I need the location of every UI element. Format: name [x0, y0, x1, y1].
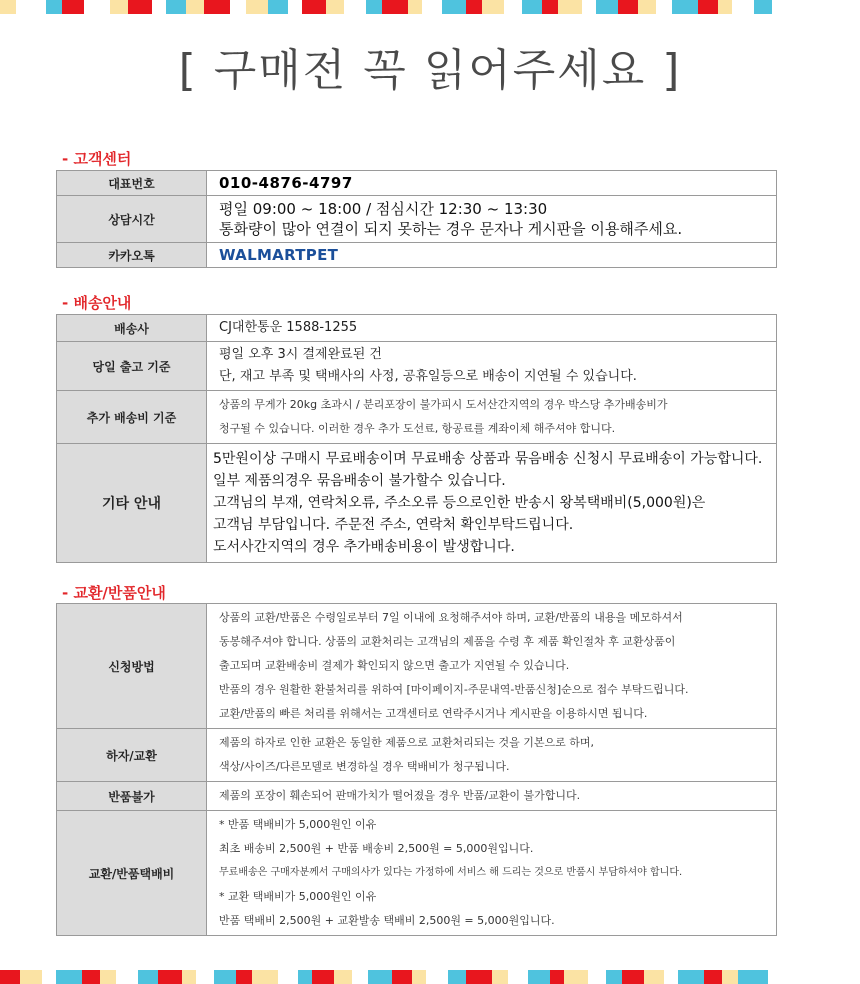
apply-line: 교환/반품의 빠른 처리를 위해서는 고객센터로 연락주시거나 게시판을 이용하시면 됩니다. — [219, 707, 648, 720]
stripe-block — [392, 970, 412, 984]
stripe-block — [588, 970, 606, 984]
row-label: 기타 안내 — [57, 444, 207, 563]
section-heading-customer-center: - 고객센터 — [62, 150, 132, 168]
stripe-block — [448, 970, 466, 984]
defect-line: 제품의 하자로 인한 교환은 동일한 제품으로 교환처리되는 것을 기본으로 하며, — [219, 736, 594, 749]
stripe-block — [426, 970, 448, 984]
table-row — [57, 604, 777, 729]
other-info-line: 도서사간지역의 경우 추가배송비용이 발생합니다. — [213, 539, 515, 555]
apply-line: 출고되며 교환배송비 결제가 확인되지 않으면 출고가 지연될 수 있습니다. — [219, 659, 570, 672]
table-row — [57, 171, 777, 196]
stripe-block — [138, 970, 158, 984]
row-label: 대표번호 — [57, 171, 207, 196]
return-fee-line: 무료배송은 구매자분께서 구매의사가 있다는 가정하에 서비스 해 드리는 것으로 반품시 부담하셔야 합니다. — [219, 867, 683, 878]
stripe-block — [412, 970, 426, 984]
stripe-block — [672, 0, 698, 14]
stripe-block — [0, 0, 16, 14]
row-label: 반품불가 — [57, 782, 207, 811]
stripe-block — [732, 0, 754, 14]
stripe-block — [422, 0, 442, 14]
stripe-block — [482, 0, 504, 14]
row-label: 배송사 — [57, 315, 207, 342]
stripe-block — [352, 970, 368, 984]
table-row — [57, 811, 777, 936]
stripe-block — [326, 0, 344, 14]
other-info-line: 일부 제품의경우 묶음배송이 불가할수 있습니다. — [213, 473, 506, 489]
stripe-block — [368, 970, 392, 984]
extra-fee-line: 청구될 수 있습니다. 이러한 경우 추가 도선료, 항공료를 계좌이체 해주셔야 합니다. — [219, 422, 616, 435]
stripe-block — [606, 970, 622, 984]
section-heading-delivery: - 배송안내 — [62, 294, 132, 312]
stripe-block — [116, 970, 138, 984]
stripe-block — [82, 970, 100, 984]
stripe-block — [754, 0, 772, 14]
stripe-block — [110, 0, 128, 14]
stripe-block — [186, 0, 204, 14]
stripe-block — [466, 0, 482, 14]
stripe-block — [664, 970, 678, 984]
row-label: 교환/반품택배비 — [57, 811, 207, 936]
stripe-block — [246, 0, 268, 14]
stripe-block — [722, 970, 738, 984]
stripe-block — [278, 970, 298, 984]
row-label: 카카오톡 — [57, 243, 207, 268]
other-info-cell — [207, 444, 777, 563]
stripe-block — [698, 0, 718, 14]
stripe-block — [508, 970, 528, 984]
stripe-block — [408, 0, 422, 14]
stripe-block — [366, 0, 382, 14]
row-label: 추가 배송비 기준 — [57, 391, 207, 444]
stripe-block — [214, 970, 236, 984]
stripe-block — [564, 970, 588, 984]
row-label: 상담시간 — [57, 196, 207, 243]
bottom-decorative-stripe — [0, 970, 860, 984]
table-row — [57, 729, 777, 782]
return-fee-line: 최초 배송비 2,500원 + 반품 배송비 2,500원 = 5,000원입니다. — [219, 842, 534, 855]
other-info-line: 5만원이상 구매시 무료배송이며 무료배송 상품과 묶음배송 신청시 무료배송이 가능합니다. — [213, 451, 763, 467]
stripe-block — [288, 0, 302, 14]
stripe-block — [504, 0, 522, 14]
stripe-block — [542, 0, 558, 14]
defect-line: 색상/사이즈/다른모델로 변경하실 경우 택배비가 청구됩니다. — [219, 760, 510, 773]
sameday-line: 단, 재고 부족 및 택배사의 사정, 공휴일등으로 배송이 지연될 수 있습니다. — [219, 369, 637, 384]
sameday-line: 평일 오후 3시 결제완료된 건 — [219, 347, 382, 362]
stripe-block — [16, 0, 46, 14]
page-title: [ 구매전 꼭 읽어주세요 ] — [178, 45, 682, 96]
stripe-block — [656, 0, 672, 14]
stripe-block — [128, 0, 152, 14]
rep-phone-number: 010-4876-4797 — [207, 171, 777, 196]
return-fee-line: * 교환 택배비가 5,000원인 이유 — [219, 890, 377, 903]
carrier-value: CJ대한통운 1588-1255 — [207, 315, 777, 342]
stripe-block — [100, 970, 116, 984]
stripe-block — [204, 0, 230, 14]
table-row — [57, 342, 777, 391]
return-fee-line: 반품 택배비 2,500원 + 교환발송 택배비 2,500원 = 5,000원입니다. — [219, 914, 555, 927]
stripe-block — [344, 0, 366, 14]
no-return-value: 제품의 포장이 훼손되어 판매가치가 떨어졌을 경우 반품/교환이 불가합니다. — [207, 782, 777, 811]
hours-line: 통화량이 많아 연결이 되지 못하는 경우 문자나 게시판을 이용해주세요. — [219, 220, 683, 238]
stripe-block — [582, 0, 596, 14]
customer-center-table — [56, 170, 777, 268]
apply-line: 반품의 경우 원활한 환불처리를 위하여 [마이페이지-주문내역-반품신청]순으로 접수 부탁드립니다. — [219, 683, 689, 696]
row-label: 신청방법 — [57, 604, 207, 729]
stripe-block — [334, 970, 352, 984]
table-row — [57, 315, 777, 342]
stripe-block — [298, 970, 312, 984]
stripe-block — [550, 970, 564, 984]
other-info-line: 고객님 부담입니다. 주문전 주소, 연락처 확인부탁드립니다. — [213, 517, 574, 533]
table-row — [57, 391, 777, 444]
stripe-block — [622, 970, 644, 984]
apply-line: 동봉해주셔야 합니다. 상품의 교환처리는 고객님의 제품을 수령 후 제품 확인절차 후 교환상품이 — [219, 635, 676, 648]
stripe-block — [46, 0, 62, 14]
stripe-block — [84, 0, 110, 14]
stripe-block — [152, 0, 166, 14]
stripe-block — [382, 0, 408, 14]
stripe-block — [252, 970, 278, 984]
row-label: 하자/교환 — [57, 729, 207, 782]
other-info-line: 고객님의 부재, 연락처오류, 주소오류 등으로인한 반송시 왕복택배비(5,000원)은 — [213, 495, 706, 511]
stripe-block — [618, 0, 638, 14]
stripe-block — [492, 970, 508, 984]
table-row — [57, 444, 777, 563]
stripe-block — [62, 0, 84, 14]
stripe-block — [644, 970, 664, 984]
hours-cell — [207, 196, 777, 243]
stripe-block — [718, 0, 732, 14]
stripe-block — [196, 970, 214, 984]
stripe-block — [704, 970, 722, 984]
extra-fee-cell — [207, 391, 777, 444]
stripe-block — [678, 970, 704, 984]
stripe-block — [166, 0, 186, 14]
stripe-block — [528, 970, 550, 984]
stripe-block — [522, 0, 542, 14]
stripe-block — [302, 0, 326, 14]
top-decorative-stripe — [0, 0, 860, 14]
stripe-block — [596, 0, 618, 14]
stripe-block — [638, 0, 656, 14]
stripe-block — [312, 970, 334, 984]
table-row — [57, 782, 777, 811]
stripe-block — [558, 0, 582, 14]
stripe-block — [20, 970, 42, 984]
exchange-table — [56, 603, 777, 936]
sameday-cell — [207, 342, 777, 391]
stripe-block — [182, 970, 196, 984]
stripe-block — [466, 970, 492, 984]
row-label: 당일 출고 기준 — [57, 342, 207, 391]
hours-line: 평일 09:00 ~ 18:00 / 점심시간 12:30 ~ 13:30 — [219, 200, 548, 218]
table-row — [57, 243, 777, 268]
stripe-block — [236, 970, 252, 984]
stripe-block — [0, 970, 20, 984]
section-heading-exchange: - 교환/반품안내 — [62, 584, 166, 602]
stripe-block — [158, 970, 182, 984]
table-row — [57, 196, 777, 243]
stripe-block — [230, 0, 246, 14]
delivery-table — [56, 314, 777, 563]
defect-cell — [207, 729, 777, 782]
return-fee-cell — [207, 811, 777, 936]
stripe-block — [42, 970, 56, 984]
stripe-block — [56, 970, 82, 984]
stripe-block — [268, 0, 288, 14]
apply-cell — [207, 604, 777, 729]
extra-fee-line: 상품의 무게가 20kg 초과시 / 분리포장이 불가피시 도서산간지역의 경우 박스당 추가배송비가 — [219, 398, 668, 411]
apply-line: 상품의 교환/반품은 수령일로부터 7일 이내에 요청해주셔야 하며, 교환/반품의 내용을 메모하셔서 — [219, 611, 683, 624]
kakao-id: WALMARTPET — [207, 243, 777, 268]
stripe-block — [442, 0, 466, 14]
stripe-block — [738, 970, 768, 984]
return-fee-line: * 반품 택배비가 5,000원인 이유 — [219, 818, 377, 831]
